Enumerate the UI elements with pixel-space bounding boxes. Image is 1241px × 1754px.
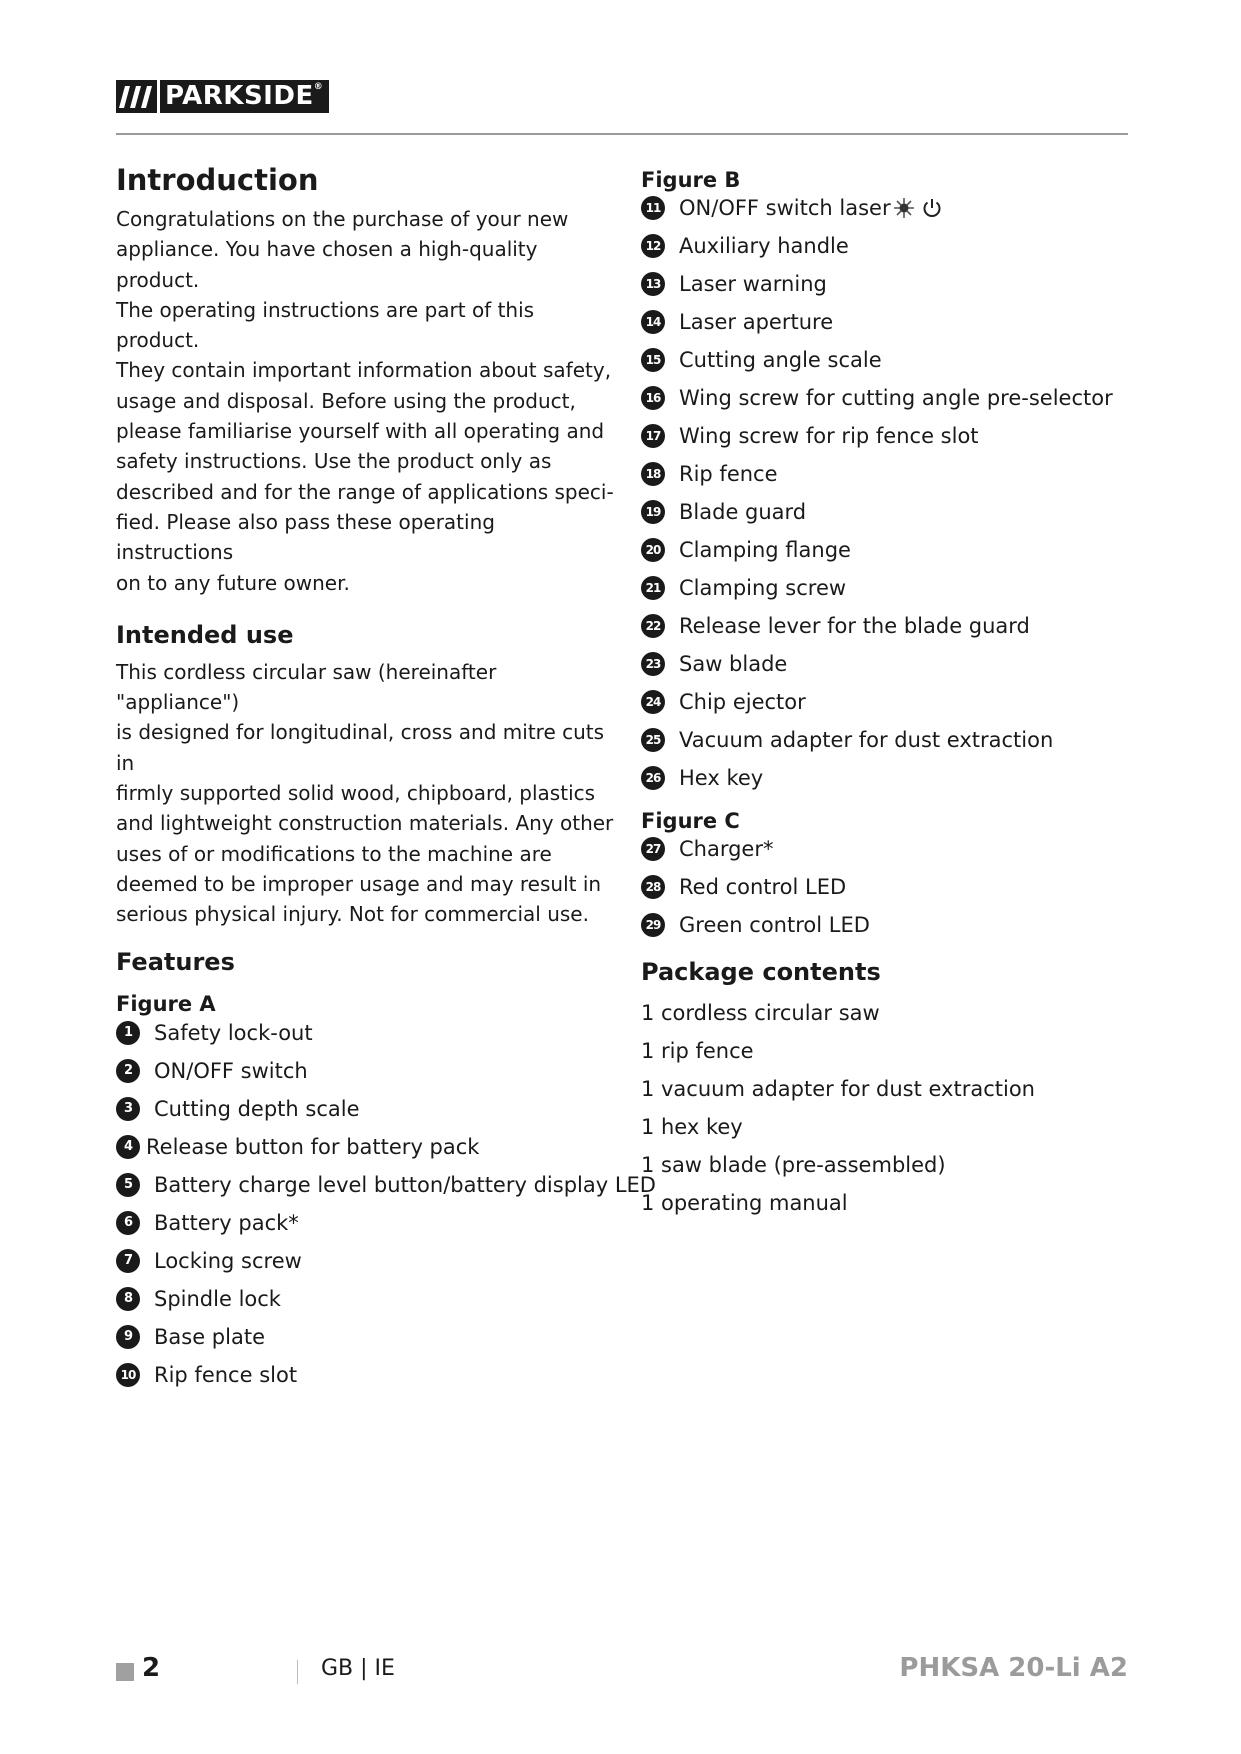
list-item: 12 Auxiliary handle xyxy=(641,227,1141,265)
right-column xyxy=(641,166,1141,1222)
number-badge: 29 xyxy=(641,913,665,937)
figure-c-list xyxy=(641,830,1141,944)
list-item: 11 ON/OFF switch laser xyxy=(641,189,1141,227)
list-item: 27 Charger* xyxy=(641,830,1141,868)
list-item: 20 Clamping flange xyxy=(641,531,1141,569)
number-badge: 26 xyxy=(641,766,665,790)
package-contents-heading: Package contents xyxy=(641,958,881,986)
logo-slashes-icon xyxy=(116,80,157,113)
list-item: 19 Blade guard xyxy=(641,493,1141,531)
list-item: 2 ON/OFF switch xyxy=(116,1052,616,1090)
number-badge: 14 xyxy=(641,310,665,334)
number-badge: 18 xyxy=(641,462,665,486)
list-item: 22 Release lever for the blade guard xyxy=(641,607,1141,645)
list-item: 1 operating manual xyxy=(641,1191,848,1215)
package-contents-list xyxy=(641,994,1141,1222)
number-badge: 11 xyxy=(641,196,665,220)
list-item: 16 Wing screw for cutting angle pre-selector xyxy=(641,379,1141,417)
list-item: 8 Spindle lock xyxy=(116,1280,616,1318)
list-item: 1 Safety lock-out xyxy=(116,1014,616,1052)
laser-icon xyxy=(893,197,915,219)
number-badge: 21 xyxy=(641,576,665,600)
list-item: 29 Green control LED xyxy=(641,906,1141,944)
number-badge: 5 xyxy=(116,1173,140,1197)
figure-b-list xyxy=(641,189,1141,797)
list-item: 10 Rip fence slot xyxy=(116,1356,616,1394)
footer-divider xyxy=(297,1660,298,1684)
logo-text: PARKSIDE® xyxy=(160,80,329,113)
list-item: 14 Laser aperture xyxy=(641,303,1141,341)
figure-c-title: Figure C xyxy=(641,809,740,833)
number-badge: 4 xyxy=(116,1135,140,1159)
number-badge: 3 xyxy=(116,1097,140,1121)
number-badge: 25 xyxy=(641,728,665,752)
list-item: 1 rip fence xyxy=(641,1039,754,1063)
number-badge: 15 xyxy=(641,348,665,372)
number-badge: 24 xyxy=(641,690,665,714)
number-badge: 10 xyxy=(116,1363,140,1387)
language-codes: GB | IE xyxy=(321,1656,395,1681)
list-item: 1 vacuum adapter for dust extraction xyxy=(641,1077,1035,1101)
introduction-heading: Introduction xyxy=(116,163,319,197)
parkside-logo xyxy=(116,80,329,113)
list-item: 24 Chip ejector xyxy=(641,683,1141,721)
figure-a-list xyxy=(116,1014,656,1394)
header-divider xyxy=(116,133,1128,135)
list-item: 5 Battery charge level button/battery display LED xyxy=(116,1166,616,1204)
intended-use-text: This cordless circular saw (hereinafter "appliance") is designed for longitudinal, cross and mitre cuts in firmly supported solid wood, chipboard, plastics and lightweight construction materials. Any other uses of or modifications to the machine are deemed to be improper usage and may result in serious physical injury. Not for commercial use. xyxy=(116,659,614,927)
number-badge: 16 xyxy=(641,386,665,410)
number-badge: 22 xyxy=(641,614,665,638)
model-number: PHKSA 20-Li A2 xyxy=(899,1653,1128,1683)
number-badge: 17 xyxy=(641,424,665,448)
number-badge: 13 xyxy=(641,272,665,296)
figure-b-title: Figure B xyxy=(641,168,741,192)
page-marker-icon xyxy=(116,1663,134,1681)
number-badge: 19 xyxy=(641,500,665,524)
intended-use-heading: Intended use xyxy=(116,620,294,649)
list-item: 1 cordless circular saw xyxy=(641,1001,880,1025)
number-badge: 27 xyxy=(641,837,665,861)
list-item: 25 Vacuum adapter for dust extraction xyxy=(641,721,1141,759)
list-item: 17 Wing screw for rip fence slot xyxy=(641,417,1141,455)
number-badge: 12 xyxy=(641,234,665,258)
number-badge: 28 xyxy=(641,875,665,899)
list-item: 13 Laser warning xyxy=(641,265,1141,303)
page-footer xyxy=(116,1650,1128,1690)
number-badge: 6 xyxy=(116,1211,140,1235)
number-badge: 8 xyxy=(116,1287,140,1311)
introduction-text: Congratulations on the purchase of your new appliance. You have chosen a high-quality product. The operating instructions are part of this product. They contain important information about safety, usage and disposal. Before using the product, please familiarise yourself with all operating and safety instructions. Use the product only as described and for the range of applications speci- fied. Please also pass these operating instructions on to any future owner. xyxy=(116,207,614,595)
list-item: 18 Rip fence xyxy=(641,455,1141,493)
number-badge: 2 xyxy=(116,1059,140,1083)
list-item: 7 Locking screw xyxy=(116,1242,616,1280)
number-badge: 9 xyxy=(116,1325,140,1349)
list-item: 28 Red control LED xyxy=(641,868,1141,906)
features-heading: Features xyxy=(116,947,235,976)
list-item: 4 Release button for battery pack xyxy=(116,1128,616,1166)
list-item: 1 hex key xyxy=(641,1115,743,1139)
list-item: 21 Clamping screw xyxy=(641,569,1141,607)
list-item: 1 saw blade (pre-assembled) xyxy=(641,1153,946,1177)
list-item: 9 Base plate xyxy=(116,1318,616,1356)
number-badge: 1 xyxy=(116,1021,140,1045)
figure-a-title: Figure A xyxy=(116,991,216,1016)
number-badge: 7 xyxy=(116,1249,140,1273)
list-item: 23 Saw blade xyxy=(641,645,1141,683)
list-item: 26 Hex key xyxy=(641,759,1141,797)
list-item: 15 Cutting angle scale xyxy=(641,341,1141,379)
number-badge: 20 xyxy=(641,538,665,562)
number-badge: 23 xyxy=(641,652,665,676)
list-item: 6 Battery pack* xyxy=(116,1204,616,1242)
page-number: 2 xyxy=(142,1653,161,1683)
list-item: 3 Cutting depth scale xyxy=(116,1090,616,1128)
power-icon xyxy=(921,197,943,219)
